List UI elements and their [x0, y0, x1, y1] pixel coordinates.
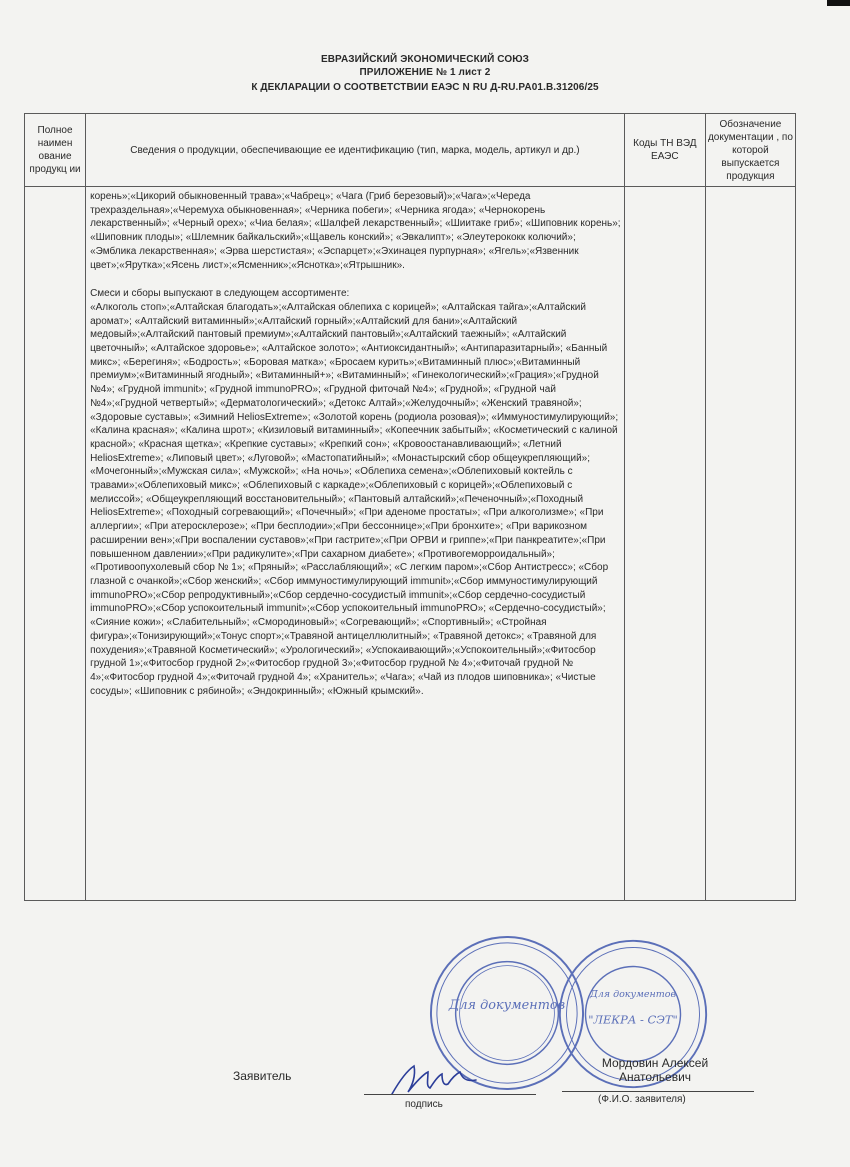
fio-caption: (Ф.И.О. заявителя) — [598, 1094, 686, 1105]
cell-identification — [86, 187, 625, 901]
col-header-identification: Сведения о продукции, обеспечивающие ее идентификацию (тип, марка, модель, артикул и др.) — [86, 114, 625, 187]
stamp-right-text: Для документов — [589, 988, 677, 1000]
herb-list-text: корень»;«Цикорий обыкновенный трава»;«Чабрец»; «Чага (Гриб березовый)»;«Чага»;«Череда трехраздельная»;«Черемуха обыкновенная»; «Черника побеги»; «Черника ягода»; «Чернокорень лекарственный»; «Черный орех»; «Чиа белая»; «Шалфей лекарственный»; «Шиитаке гриб»; «Шиповник корень»; «Шиповник плоды»; «Шлемник байкальский»;«Щавель конский»; «Эвкалипт»; «Элеутерококк колючий»; «Эмблика лекарственная»; «Эрва шерстистая»; «Эспарцет»;«Эхинацея пурпурная»; «Ягель»;«Язвенник цвет»;«Ярутка»;«Ясень лист»;«Ясменник»;«Яснотка»;«Ятрышник». — [90, 191, 621, 271]
applicant-label: Заявитель — [233, 1069, 292, 1083]
col-header-codes: Коды ТН ВЭД ЕАЭС — [624, 114, 705, 187]
header-appendix: ПРИЛОЖЕНИЕ № 1 лист 2 — [359, 67, 491, 78]
header-declaration: К ДЕКЛАРАЦИИ О СООТВЕТСТВИИ ЕАЭС N RU Д-RU.PA01.B.31206/25 — [251, 82, 599, 93]
assortment-intro: Смеси и сборы выпускают в следующем ассортименте: — [90, 288, 350, 300]
cell-documentation — [705, 187, 795, 901]
table-row — [25, 187, 796, 901]
applicant-name — [575, 1056, 735, 1084]
cell-codes — [624, 187, 705, 901]
applicant-name-line2: Анатольевич — [618, 1070, 692, 1084]
signature-caption: подпись — [405, 1099, 443, 1110]
stamp-left-text: Для документов — [448, 998, 566, 1014]
product-table — [24, 113, 796, 901]
fio-line — [562, 1091, 754, 1092]
stamp-right-company: "ЛЕКРА - СЭТ" — [588, 1012, 678, 1027]
scan-corner-mark — [827, 0, 850, 6]
col-header-documentation: Обозначение документации , по которой выпускается продукция — [705, 114, 795, 187]
signature-line — [364, 1094, 536, 1095]
applicant-name-line1: Мордовин Алексей — [601, 1056, 709, 1070]
assortment-list-text: «Алкоголь стоп»;«Алтайская благодать»;«Алтайская облепиха с корицей»; «Алтайская тайга»;«Алтайский аромат»; «Алтайский витаминный»;«Алтайский горный»;«Алтайский для бани»;«Алтайский медовый»;«Алтайский пантовый премиум»;«Алтайский пантовый»;«Алтайский таежный»; «Алтайский цветочный»; «Алтайское здоровье»; «Алтайское золото»; «Антиоксидантный»; «Антипаразитарный»; «Банный микс»; «Берегиня»; «Бодрость»; «Боровая матка»; «Бросаем курить»;«Витаминный плюс»;«Витаминный премиум»;«Витаминный ягодный»; «Витаминный+»; «Витаминный»; «Гинекологический»;«Грация»;«Грудной №4»; «Грудной immunit»; «Грудной immunoPRO»; «Грудной фиточай №4»; «Грудной»; «Грудной чай №4»;«Грудной четвертый»; «Дерматологический»; «Детокс Алтай»;«Желудочный»; «Женский травяной»; «Здоровые суставы»; «Зимний HeliosExtreme»; «Золотой корень (родиола розовая)»; «Иммуностимулирующий»; «Калина красная»; «Калина шрот»; «Кизиловый витаминный»; «Копеечник забытый»; «Косметический с калиной красной»; «Красная щетка»; «Крепкие суставы»; «Крепкий сон»; «Кровоостанавливающий»; «Летний HeliosExtreme»; «Липовый цвет»; «Луговой»; «Мастопатийный»; «Монастырский сбор общеукрепляющий»; «Мочегонный»;«Мужская сила»; «Мужской»; «На ночь»; «Облепиха семена»;«Облепиховый коктейль с травами»;«Облепиховый микс»; «Облепиховый с каркаде»;«Облепиховый с корицей»;«Облепиховый с мелиссой»; «Общеукрепляющий восстановительный»; «Пантовый алтайский»;«Печеночный»;«Походный HeliosExtreme»; «Походный согревающий»; «Почечный»; «При аденоме простаты»; «При алкоголизме»; «При аллергии»; «При атеросклерозе»; «При бесплодии»;«При бессоннице»;«При бронхите»; «При варикозном расширении вен»;«При воспалении суставов»;«При гастрите»;«При ОРВИ и гриппе»;«При панкреатите»;«При повышенном давлении»;«При радикулите»;«При сахарном диабете»; «Противогеморроидальный»; «Противоопухолевый сбор № 1»; «Пряный»; «Расслабляющий»; «С легким паром»;«Сбор Антистресс»; «Сбор глазной с очанкой»;«Сбор женский»; «Сбор иммуностимулирующий immunit»;«Сбор иммуностимулирующий immunoPRO»;«Сбор репродуктивный»;«Сбор сердечно-сосудистый immunit»;«Сбор сердечно-сосудистый immunoPRO»;«Сбор успокоительный immunit»;«Сбор успокоительный immunoPRO»; «Сердечно-сосудистый»; «Сияние кожи»; «Слабительный»; «Смородиновый»; «Согревающий»; «Спортивный»; «Стройная фигура»;«Тонизирующий»;«Тонус спорт»;«Травяной антицеллюлитный»; «Травяной детокс»; «Травяной для похудения»;«Травяной Косметический»; «Урологический»; «Успокаивающий»;«Успокоительный»;«Фитосбор грудной 1»;«Фитосбор грудной 2»;«Фитосбор грудной 3»;«Фитосбор грудной № 4»;«Фиточай грудной № 4»;«Фитосбор грудной 4»;«Фиточай грудной 4»; «Хранитель»; «Чага»; «Чай из плодов шиповника»; «Чистые сосуды»; «Шиповник с рябиной»; «Эндокринный»; «Южный крымский». — [90, 301, 619, 697]
col-header-product-name: Полное наимен ование продукц ии — [25, 114, 86, 187]
cell-product-name — [25, 187, 86, 901]
header-union: ЕВРАЗИЙСКИЙ ЭКОНОМИЧЕСКИЙ СОЮЗ — [320, 54, 530, 65]
table-header-row — [25, 114, 796, 187]
